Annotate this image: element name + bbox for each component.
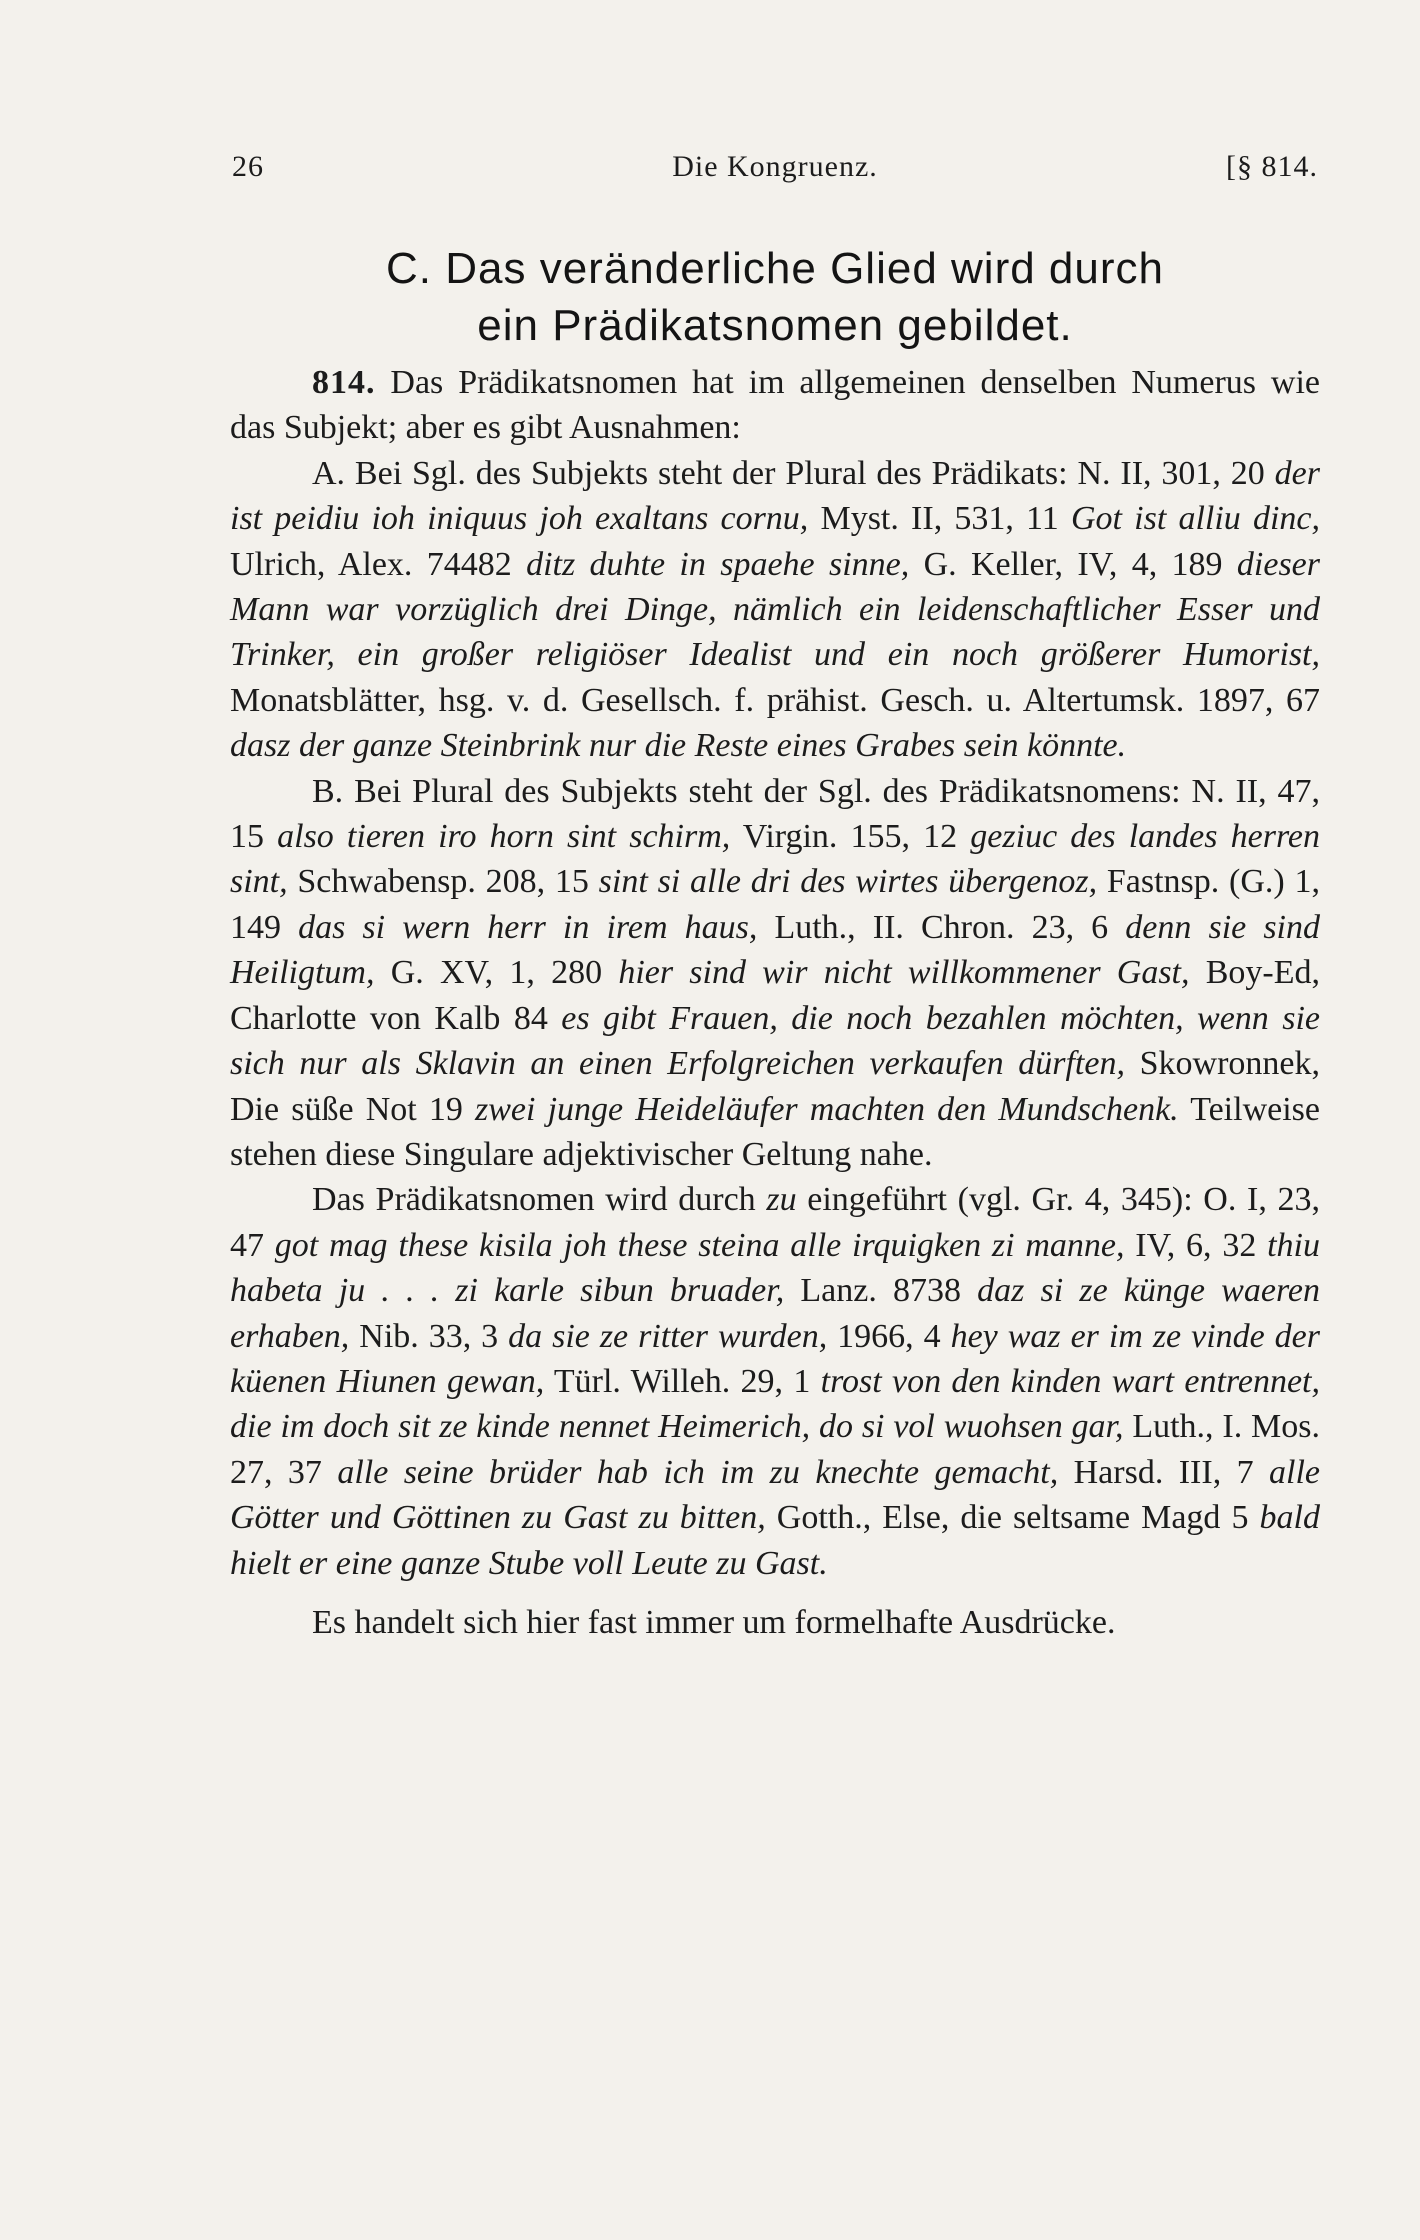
text-run: Luth., I. Mos. 27, 37 <box>230 1408 1320 1491</box>
quotation: zu <box>766 1181 797 1219</box>
quotation: thiu habeta ju . . . zi karle sibun bruader, <box>230 1226 1321 1310</box>
text-run: A. Bei Sgl. des Subjekts steht der Plural des Prädikats: N. II, 301, 20 <box>312 454 1275 492</box>
text-run: B. Bei Plural des Subjekts steht der Sgl. des Prädikatsnomens: N. II, 47, 15 <box>230 772 1320 856</box>
quotation: der ist peidiu ioh iniquus joh exaltans cornu, <box>230 454 1320 538</box>
quotation: hier sind wir nicht willkommener Gast, <box>618 954 1190 992</box>
text-run: Monatsblätter, hsg. v. d. Gesellsch. f. prähist. Gesch. u. Altertumsk. 1897, 67 <box>230 681 1320 719</box>
quotation: daz si ze künge waeren erhaben, <box>230 1272 1320 1355</box>
text-run: Teilweise stehen diese Singulare adjektivischer Geltung nahe. <box>230 1090 1320 1173</box>
text-run: Türl. Willeh. 29, 1 <box>544 1362 821 1400</box>
text-run: Fastnsp. (G.) 1, 149 <box>230 863 1321 946</box>
running-head <box>232 150 1318 190</box>
paragraph-p5 <box>230 1600 1320 1645</box>
paragraph-number: 814. <box>312 364 376 401</box>
text-run: Virgin. 155, 12 <box>730 818 971 856</box>
quotation: trost von den kinden wart entrennet, die im doch sit ze kinde nennet Heimerich, do si vol wuohsen gar, <box>230 1362 1320 1446</box>
paragraph-p1 <box>230 360 1320 451</box>
quotation: denn sie sind Heiligtum, <box>230 908 1321 992</box>
text-run: eingeführt (vgl. Gr. 4, 345): O. I, 23, 47 <box>230 1181 1321 1264</box>
text-run: Schwabensp. 208, 15 <box>287 863 599 901</box>
text-run: Lanz. 8738 <box>784 1272 978 1310</box>
quotation: got mag these kisila joh these steina alle irquigken zi manne, <box>274 1226 1125 1264</box>
text-run: Boy-Ed, Charlotte von Kalb 84 <box>230 954 1320 1037</box>
running-title: Die Kongruenz. <box>672 150 878 183</box>
section-heading-line-1: C. Das veränderliche Glied wird durch <box>386 244 1164 293</box>
text-run: Gotth., Else, die seltsame Magd 5 <box>765 1499 1260 1537</box>
text-run: G. XV, 1, 280 <box>374 954 619 992</box>
text-run: Es handelt sich hier fast immer um formelhafte Ausdrücke. <box>312 1603 1116 1641</box>
quotation: bald hielt er eine ganze Stube voll Leute zu Gast. <box>230 1499 1320 1582</box>
section-heading-line-2: ein Prädikatsnomen gebildet. <box>477 301 1073 350</box>
text-run: Das Prädikatsnomen hat im allgemeinen denselben Numerus wie das Subjekt; aber es gibt Ausnahmen: <box>230 364 1320 447</box>
quotation: alle seine brüder hab ich im zu knechte gemacht, <box>337 1453 1059 1491</box>
paragraph-p4 <box>230 1177 1320 1586</box>
quotation: ditz duhte in spaehe sinne, <box>526 545 910 583</box>
section-heading <box>232 240 1318 354</box>
quotation: es gibt Frauen, die noch bezahlen möchten, wenn sie sich nur als Sklavin an einen Erfolgreichen verkaufen dürften, <box>230 999 1320 1083</box>
quotation: hey waz er im ze vinde der küenen Hiunen gewan, <box>230 1317 1321 1400</box>
quotation: alle Götter und Göttinen zu Gast zu bitten, <box>230 1453 1320 1537</box>
quotation: dasz der ganze Steinbrink nur die Reste eines Grabes sein könnte. <box>230 727 1127 765</box>
quotation: sint si alle dri des wirtes übergenoz, <box>598 863 1098 901</box>
text-run: 1966, 4 <box>827 1317 951 1355</box>
paragraph-p3 <box>230 769 1320 1178</box>
text-run: Nib. 33, 3 <box>349 1317 509 1355</box>
paragraph-p2 <box>230 451 1320 769</box>
quotation: dieser Mann war vorzüglich drei Dinge, nämlich ein leidenschaftlicher Esser und Trinker, ein großer religiöser Idealist und ein noch größerer Humorist, <box>230 545 1320 674</box>
quotation: zwei junge Heideläufer machten den Mundschenk. <box>474 1090 1179 1128</box>
quotation: geziuc des landes herren sint, <box>230 818 1321 901</box>
quotation: Got ist alliu dinc, <box>1070 500 1320 538</box>
text-run: Ulrich, Alex. 74482 <box>230 545 527 583</box>
text-run: Das Prädikatsnomen wird durch <box>312 1181 767 1219</box>
body-text <box>230 360 1320 1645</box>
text-run: Myst. II, 531, 11 <box>808 500 1071 538</box>
section-marker: [§ 814. <box>1226 150 1318 183</box>
text-run: Harsd. III, 7 <box>1058 1453 1270 1491</box>
quotation: also tieren iro horn sint schirm, <box>277 818 731 856</box>
page-number: 26 <box>232 150 264 183</box>
text-run: G. Keller, IV, 4, 189 <box>909 545 1237 583</box>
text-run: Skowronnek, Die süße Not 19 <box>230 1045 1320 1128</box>
quotation: da sie ze ritter wurden, <box>508 1317 828 1355</box>
quotation: das si wern herr in irem haus, <box>298 908 758 946</box>
text-run: Luth., II. Chron. 23, 6 <box>757 908 1126 946</box>
text-run: IV, 6, 32 <box>1124 1226 1268 1264</box>
